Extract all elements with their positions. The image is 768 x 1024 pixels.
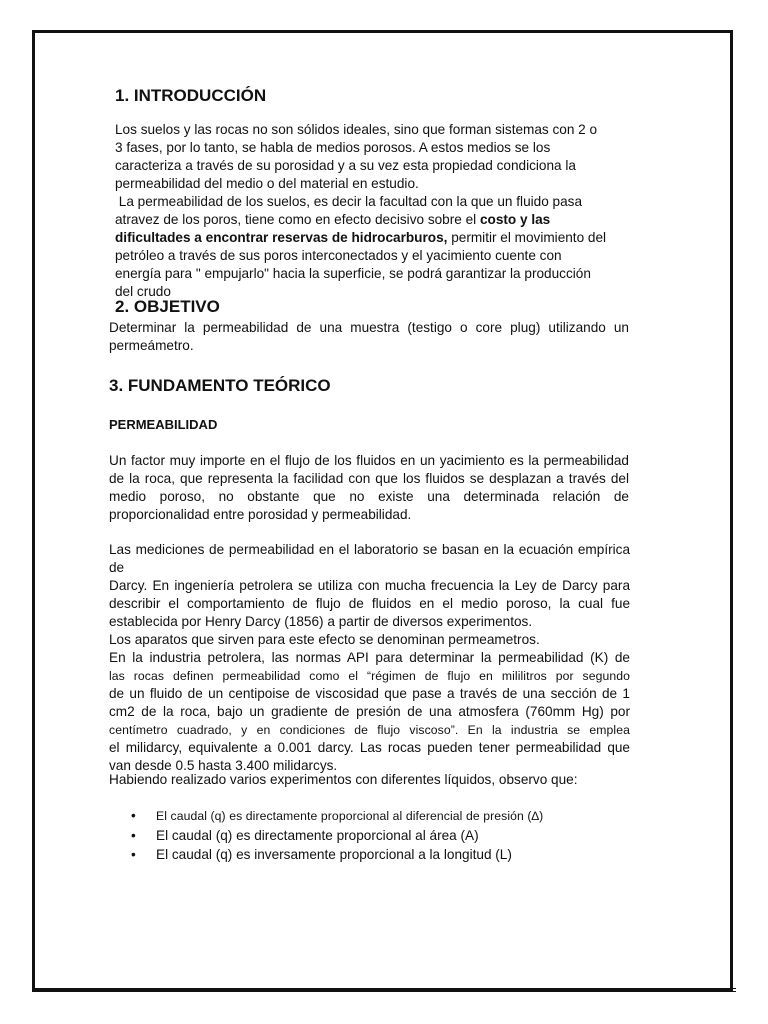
intro-bold-text: dificultades a encontrar reservas de hidrocarburos, [115, 230, 448, 245]
paragraph-line: cm2 de la roca, bajo un gradiente de presión de una atmosfera (760mm Hg) por [109, 704, 630, 719]
paragraph-line: de la roca, que representa la facilidad con que los fluidos se desplazan a través del [109, 471, 629, 486]
heading-objetivo: 2. OBJETIVO [115, 297, 220, 316]
paragraph-line: describir el comportamiento de flujo de fluidos en el medio poroso, la cual fue [109, 596, 630, 611]
list-item-text: El caudal (q) es directamente proporcional al área (A) [156, 828, 479, 843]
mediciones-paragraph [109, 541, 630, 775]
intro-line: energía para " empujarlo" hacia la superficie, se podrá garantizar la producción [115, 266, 591, 281]
intro-paragraph [115, 121, 635, 301]
paragraph-line: medio poroso, no obstante que no existe una determinada relación de [109, 489, 629, 504]
experimentos-paragraph: Habiendo realizado varios experimentos con diferentes líquidos, observo que: [109, 772, 578, 787]
paragraph-line: centímetro cuadrado, y en condiciones de flujo viscoso”. En la industria se emplea [109, 723, 630, 737]
list-item-text: El caudal (q) es inversamente proporcional a la longitud (L) [156, 847, 512, 862]
intro-line: permeabilidad del medio o del material en estudio. [115, 176, 419, 191]
intro-text: atravez de los poros, tiene como en efecto decisivo sobre el [115, 212, 480, 227]
paragraph-line: el milidarcy, equivalente a 0.001 darcy. Las rocas pueden tener permeabilidad que [109, 740, 630, 755]
paragraph-line: Los aparatos que sirven para este efecto se denominan permeametros. [109, 632, 540, 647]
intro-bold-text: costo y las [479, 212, 551, 227]
heading-introduccion: 1. INTRODUCCIÓN [115, 86, 267, 105]
paragraph-line: de un fluido de un centipoise de viscosidad que pase a través de una sección de 1 [109, 686, 630, 701]
paragraph-line: las rocas definen permeabilidad como el “régimen de flujo en mililitros por segundo [109, 669, 630, 683]
paragraph-line: Las mediciones de permeabilidad en el laboratorio se basan en la ecuación empírica de [109, 542, 630, 575]
paragraph-line: establecida por Henry Darcy (1856) a partir de diversos experimentos. [109, 614, 533, 629]
paragraph-line: proporcionalidad entre porosidad y permeabilidad. [109, 507, 412, 522]
heading-fundamento-teorico: 3. FUNDAMENTO TEÓRICO [109, 376, 331, 395]
paragraph-line: van desde 0.5 hasta 3.400 milidarcys. [109, 758, 338, 773]
intro-line: 3 fases, por lo tanto, se habla de medios porosos. A estos medios se los [115, 140, 551, 155]
list-item [110, 826, 630, 845]
list-item [110, 845, 630, 864]
intro-line: del crudo [115, 284, 171, 299]
caudal-bullet-list [110, 806, 630, 864]
intro-text: permitir el movimiento del [447, 230, 607, 245]
paragraph-line: Darcy. En ingeniería petrolera se utiliza con mucha frecuencia la Ley de Darcy para [109, 578, 630, 593]
paragraph-line: Un factor muy importe en el flujo de los fluidos en un yacimiento es la permeabilidad [109, 453, 629, 468]
objetivo-paragraph: Determinar la permeabilidad de una muestra (testigo o core plug) utilizando un permeámetro. [109, 320, 629, 353]
intro-line: caracteriza a través de su porosidad y a su vez esta propiedad condiciona la [115, 158, 576, 173]
subheading-permeabilidad: PERMEABILIDAD [109, 417, 218, 432]
paragraph-line: En la industria petrolera, las normas API para determinar la permeabilidad (K) de [109, 650, 630, 665]
page-border-bottom-double [32, 988, 736, 992]
bullet-icon: • [131, 808, 136, 823]
intro-line-with-bold [115, 229, 635, 247]
bullet-icon: • [131, 828, 136, 843]
intro-line-with-bold [115, 211, 635, 229]
list-item [110, 806, 630, 826]
intro-line: Los suelos y las rocas no son sólidos ideales, sino que forman sistemas con 2 o [115, 122, 598, 137]
list-item-text: El caudal (q) es directamente proporcional al diferencial de presión (∆) [156, 809, 544, 823]
bullet-icon: • [131, 847, 136, 862]
intro-line: La permeabilidad de los suelos, es decir la facultad con la que un fluido pasa [115, 194, 583, 209]
permeabilidad-paragraph [109, 452, 629, 524]
intro-line: petróleo a través de sus poros interconectados y el yacimiento cuente con [115, 248, 562, 263]
